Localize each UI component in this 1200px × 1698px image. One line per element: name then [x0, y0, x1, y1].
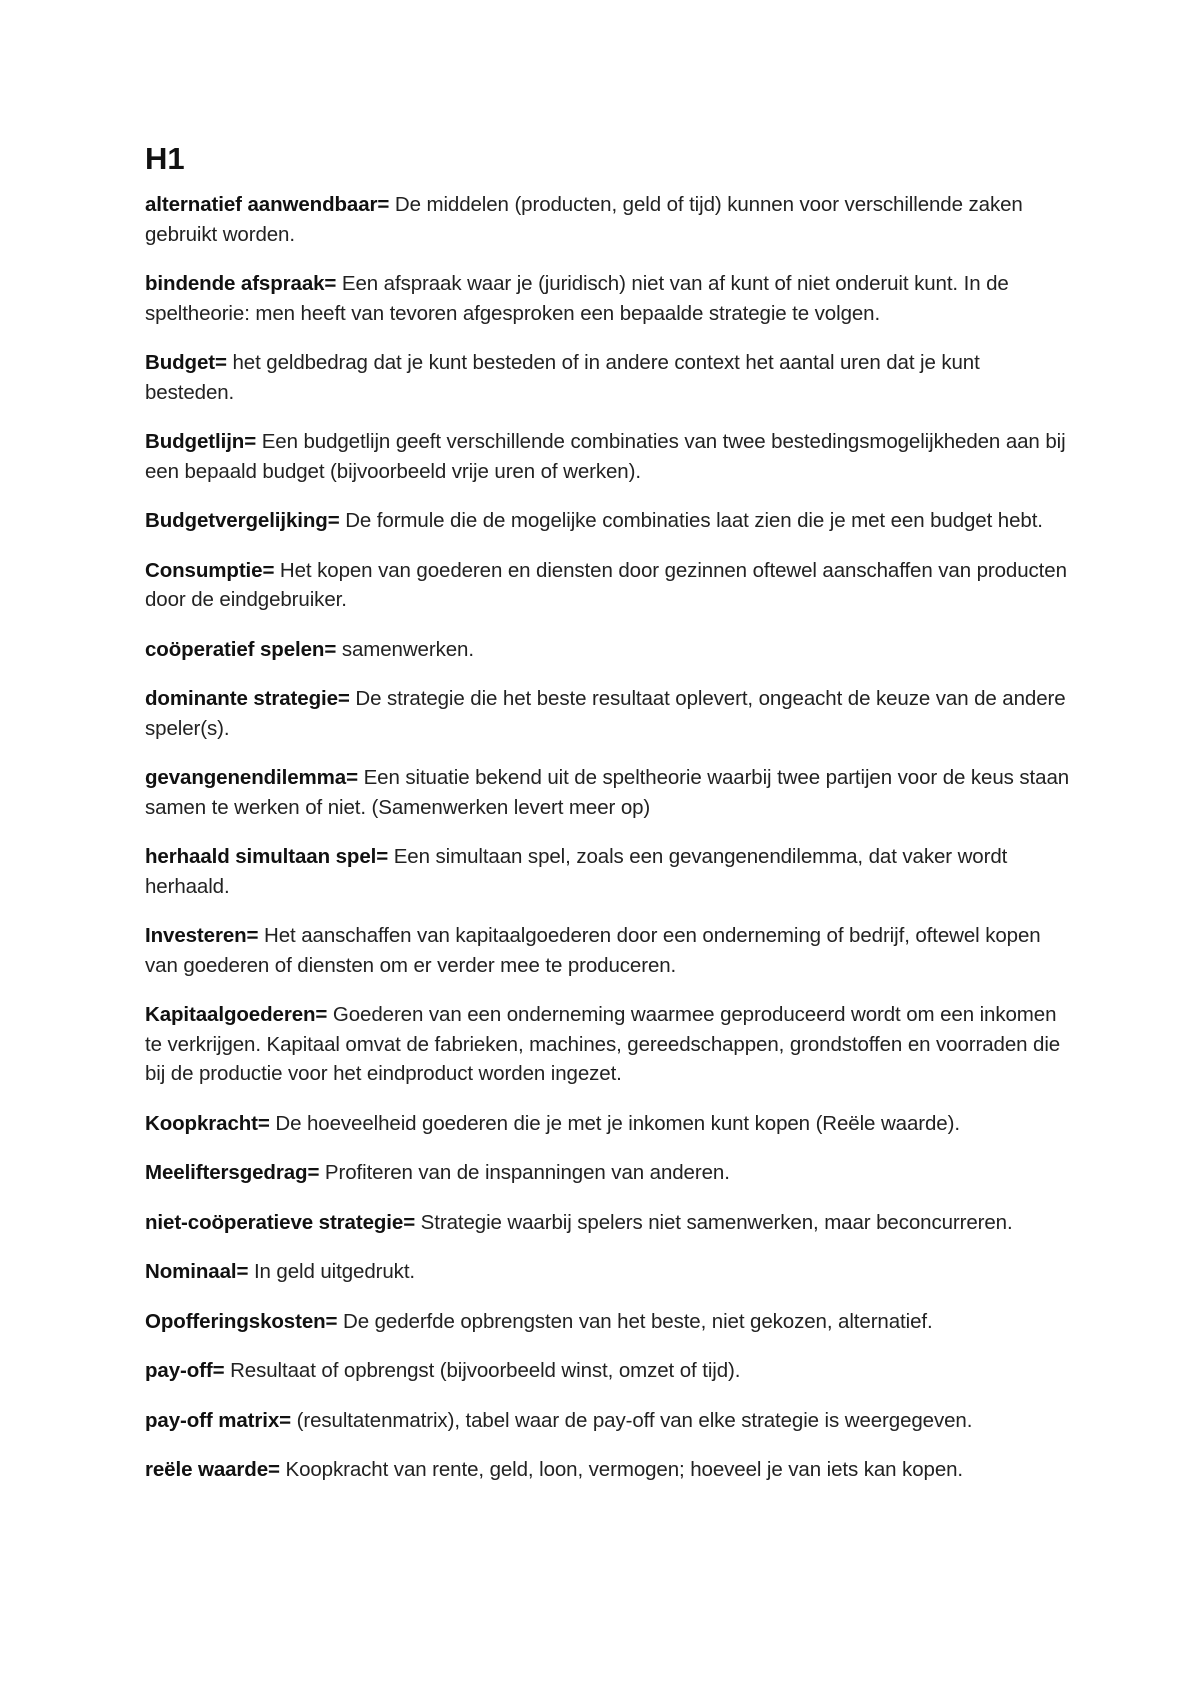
glossary-definition: De hoeveelheid goederen die je met je inkomen kunt kopen (Reële waarde). — [269, 1111, 960, 1135]
glossary-entry — [145, 1208, 1070, 1238]
glossary-entry — [145, 269, 1070, 328]
document-content — [145, 140, 1070, 1505]
glossary-term: reële waarde= — [145, 1458, 280, 1481]
glossary-term: Investeren= — [145, 924, 259, 947]
glossary-definition: In geld uitgedrukt. — [248, 1260, 416, 1283]
glossary-definition: De gederfde opbrengsten van het beste, niet gekozen, alternatief. — [337, 1309, 933, 1333]
glossary-term: pay-off= — [145, 1359, 225, 1382]
glossary-definition: Een afspraak waar je (juridisch) niet van af kunt of niet onderuit kunt. In de speltheorie: men heeft van tevoren afgesproken een bepaalde strategie te volgen. — [145, 272, 1009, 325]
glossary-definition: Strategie waarbij spelers niet samenwerken, maar beconcurreren. — [415, 1210, 1013, 1234]
glossary-definition: De middelen (producten, geld of tijd) kunnen voor verschillende zaken gebruikt worden. — [145, 193, 1023, 246]
glossary-term: Budgetvergelijking= — [145, 509, 340, 532]
glossary-entry — [145, 1307, 1070, 1337]
glossary-definition: De formule die de mogelijke combinaties laat zien die je met een budget hebt. — [339, 509, 1043, 532]
glossary-term: Consumptie= — [145, 558, 275, 582]
glossary-entry — [145, 1257, 1070, 1287]
glossary-term: gevangenendilemma= — [145, 766, 358, 789]
glossary-entry — [145, 763, 1070, 822]
glossary-term: Budgetlijn= — [145, 430, 257, 453]
glossary-term: herhaald simultaan spel= — [145, 845, 389, 868]
glossary-definition: Het aanschaffen van kapitaalgoederen door een onderneming of bedrijf, oftewel kopen van goederen of diensten om er verder mee te produceren. — [145, 924, 1041, 977]
glossary-entry — [145, 842, 1070, 901]
section-heading: H1 — [145, 141, 185, 176]
glossary-definition: Resultaat of opbrengst (bijvoorbeeld winst, omzet of tijd). — [224, 1359, 741, 1382]
glossary-term: Nominaal= — [145, 1260, 249, 1283]
glossary-term: Koopkracht= — [145, 1111, 270, 1135]
glossary-term: niet-coöperatieve strategie= — [145, 1210, 416, 1234]
glossary-entry — [145, 506, 1070, 536]
glossary-definition: Goederen van een onderneming waarmee geproduceerd wordt om een inkomen te verkrijgen. Kapitaal omvat de fabrieken, machines, gereedschappen, grondstoffen en voorraden die bij de productie voor het eindproduct worden ingezet. — [145, 1003, 1061, 1085]
glossary-entry — [145, 1356, 1070, 1386]
glossary-term: dominante strategie= — [145, 687, 350, 710]
glossary-entry — [145, 556, 1070, 615]
glossary-term: Meeliftersgedrag= — [145, 1161, 320, 1184]
glossary-definition: Een simultaan spel, zoals een gevangenendilemma, dat vaker wordt herhaald. — [145, 845, 1008, 898]
glossary-entry — [145, 1406, 1070, 1436]
glossary-term: alternatief aanwendbaar= — [145, 193, 390, 216]
glossary-term: coöperatief spelen= — [145, 637, 337, 661]
glossary-entry — [145, 427, 1070, 486]
glossary-term: pay-off matrix= — [145, 1408, 292, 1432]
glossary-term: Kapitaalgoederen= — [145, 1003, 328, 1026]
glossary-entry — [145, 635, 1070, 665]
glossary-entry — [145, 1000, 1070, 1089]
glossary-entry — [145, 348, 1070, 407]
glossary-definition: De strategie die het beste resultaat oplevert, ongeacht de keuze van de andere speler(s). — [145, 687, 1066, 740]
glossary-entry — [145, 1158, 1070, 1188]
glossary-entry — [145, 921, 1070, 980]
glossary-definition: Een situatie bekend uit de speltheorie waarbij twee partijen voor de keus staan samen te werken of niet. (Samenwerken levert meer op) — [145, 766, 1070, 819]
glossary-entry — [145, 190, 1070, 249]
glossary-definition: Profiteren van de inspanningen van anderen. — [319, 1161, 730, 1184]
glossary-term: Budget= — [145, 351, 227, 374]
glossary-entry — [145, 1109, 1070, 1139]
glossary-entry — [145, 1455, 1070, 1485]
glossary-term: Opofferingskosten= — [145, 1309, 338, 1333]
glossary-definition: Een budgetlijn geeft verschillende combinaties van twee bestedingsmogelijkheden aan bij een bepaald budget (bijvoorbeeld vrije uren of werken). — [145, 430, 1066, 483]
glossary-entry — [145, 684, 1070, 743]
glossary-definition: samenwerken. — [336, 637, 474, 661]
glossary-term: bindende afspraak= — [145, 272, 337, 295]
glossary-definition: het geldbedrag dat je kunt besteden of in andere context het aantal uren dat je kunt besteden. — [145, 351, 980, 404]
glossary-definition: Het kopen van goederen en diensten door gezinnen oftewel aanschaffen van producten door de eindgebruiker. — [145, 558, 1067, 611]
glossary-definition: (resultatenmatrix), tabel waar de pay-off van elke strategie is weergegeven. — [291, 1408, 973, 1432]
glossary-definition: Koopkracht van rente, geld, loon, vermogen; hoeveel je van iets kan kopen. — [279, 1458, 964, 1481]
